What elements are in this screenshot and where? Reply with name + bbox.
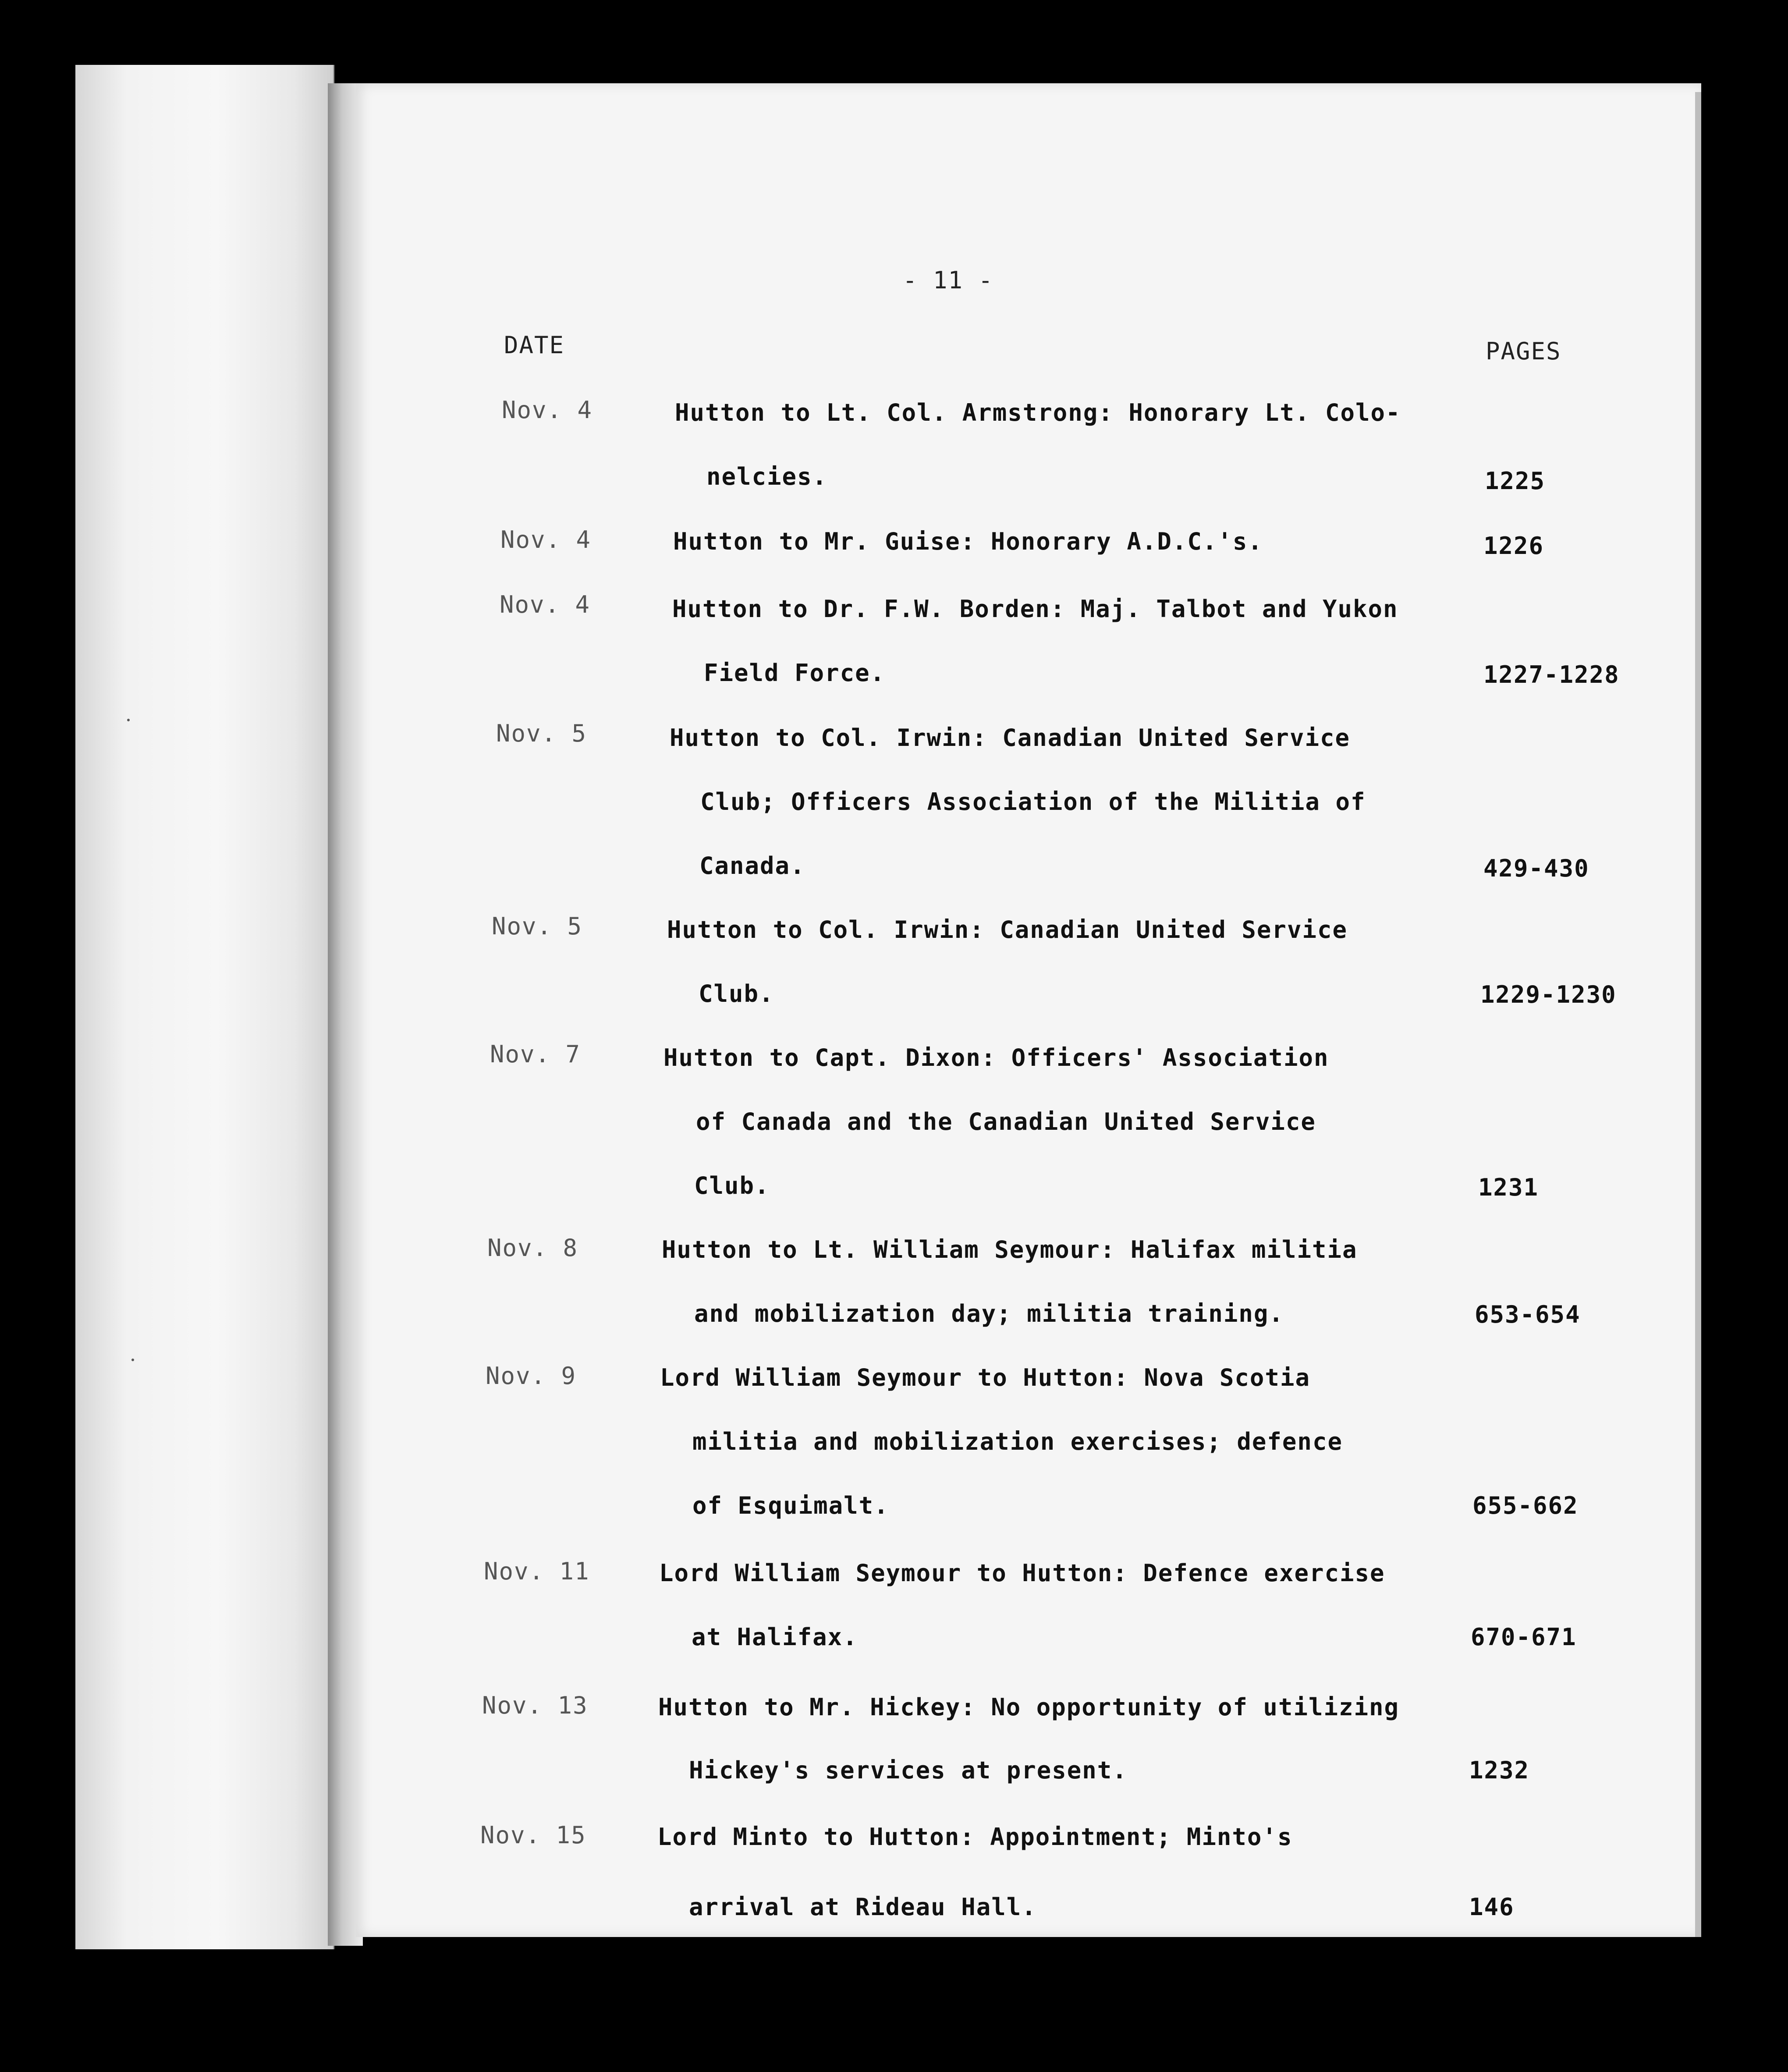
entry-text-line: Lord William Seymour to Hutton: Nova Scotia xyxy=(660,1364,1310,1391)
entry-text-line: Hutton to Lt. Col. Armstrong: Honorary Lt. Colo- xyxy=(675,399,1401,426)
entry-text-line: of Esquimalt. xyxy=(692,1492,889,1519)
page-number: - 11 - xyxy=(903,266,994,294)
entry-pages: 653-654 xyxy=(1475,1301,1581,1328)
entry-date: Nov. 15 xyxy=(480,1821,586,1849)
entry-text-line: Club; Officers Association of the Militia of xyxy=(700,788,1366,816)
entry-pages: 1231 xyxy=(1478,1174,1539,1201)
left-facing-page xyxy=(75,65,334,1949)
entry-date: Nov. 4 xyxy=(500,591,591,618)
entry-text-line: at Halifax. xyxy=(692,1623,858,1651)
entry-text-line: Club. xyxy=(694,1172,770,1199)
entry-date: Nov. 4 xyxy=(500,526,592,553)
entry-text-line: Hutton to Col. Irwin: Canadian United Service xyxy=(667,916,1348,944)
entry-date: Nov. 9 xyxy=(486,1362,577,1390)
entry-pages: 1232 xyxy=(1469,1756,1530,1784)
page-edge xyxy=(1695,92,1701,1937)
entry-text-line: militia and mobilization exercises; defence xyxy=(692,1428,1343,1455)
entry-date: Nov. 4 xyxy=(502,396,593,424)
entry-pages: 655-662 xyxy=(1472,1492,1579,1519)
entry-text-line: Lord Minto to Hutton: Appointment; Minto's xyxy=(657,1823,1293,1851)
entry-text-line: nelcies. xyxy=(706,463,828,490)
entry-text-line: Hutton to Mr. Hickey: No opportunity of utilizing xyxy=(658,1693,1400,1721)
entry-text-line: Canada. xyxy=(699,852,805,880)
entry-text-line: Hutton to Dr. F.W. Borden: Maj. Talbot and Yukon xyxy=(672,595,1398,623)
entry-text-line: of Canada and the Canadian United Service xyxy=(696,1108,1316,1135)
date-column-header: DATE xyxy=(504,331,565,359)
speck xyxy=(127,719,130,721)
pages-column-header: PAGES xyxy=(1486,337,1561,365)
entry-date: Nov. 8 xyxy=(487,1234,578,1262)
entry-text-line: arrival at Rideau Hall. xyxy=(689,1893,1037,1921)
entry-date: Nov. 5 xyxy=(496,720,587,747)
entry-text-line: and mobilization day; militia training. xyxy=(694,1300,1284,1327)
entry-pages: 429-430 xyxy=(1483,855,1589,882)
entry-pages: 670-671 xyxy=(1471,1623,1577,1651)
entry-date: Nov. 13 xyxy=(482,1692,588,1719)
entry-text-line: Hutton to Col. Irwin: Canadian United Service xyxy=(670,724,1350,752)
speck xyxy=(131,1359,134,1361)
entry-text-line: Lord William Seymour to Hutton: Defence exercise xyxy=(659,1559,1385,1587)
entry-text-line: Field Force. xyxy=(704,659,886,687)
entry-pages: 1229-1230 xyxy=(1480,981,1617,1008)
entry-text-line: Club. xyxy=(699,980,774,1008)
entry-text-line: Hutton to Lt. William Seymour: Halifax militia xyxy=(662,1236,1358,1263)
entry-text-line: Hickey's services at present. xyxy=(689,1756,1128,1784)
entry-date: Nov. 5 xyxy=(492,912,583,940)
entry-text-line: Hutton to Capt. Dixon: Officers' Association xyxy=(663,1044,1329,1071)
entry-pages: 1226 xyxy=(1483,532,1544,560)
entry-date: Nov. 11 xyxy=(484,1558,590,1585)
entry-pages: 1227-1228 xyxy=(1483,661,1620,688)
entry-date: Nov. 7 xyxy=(490,1040,581,1068)
entry-pages: 146 xyxy=(1469,1893,1515,1921)
entry-pages: 1225 xyxy=(1485,467,1546,495)
entry-text-line: Hutton to Mr. Guise: Honorary A.D.C.'s. xyxy=(673,528,1263,555)
